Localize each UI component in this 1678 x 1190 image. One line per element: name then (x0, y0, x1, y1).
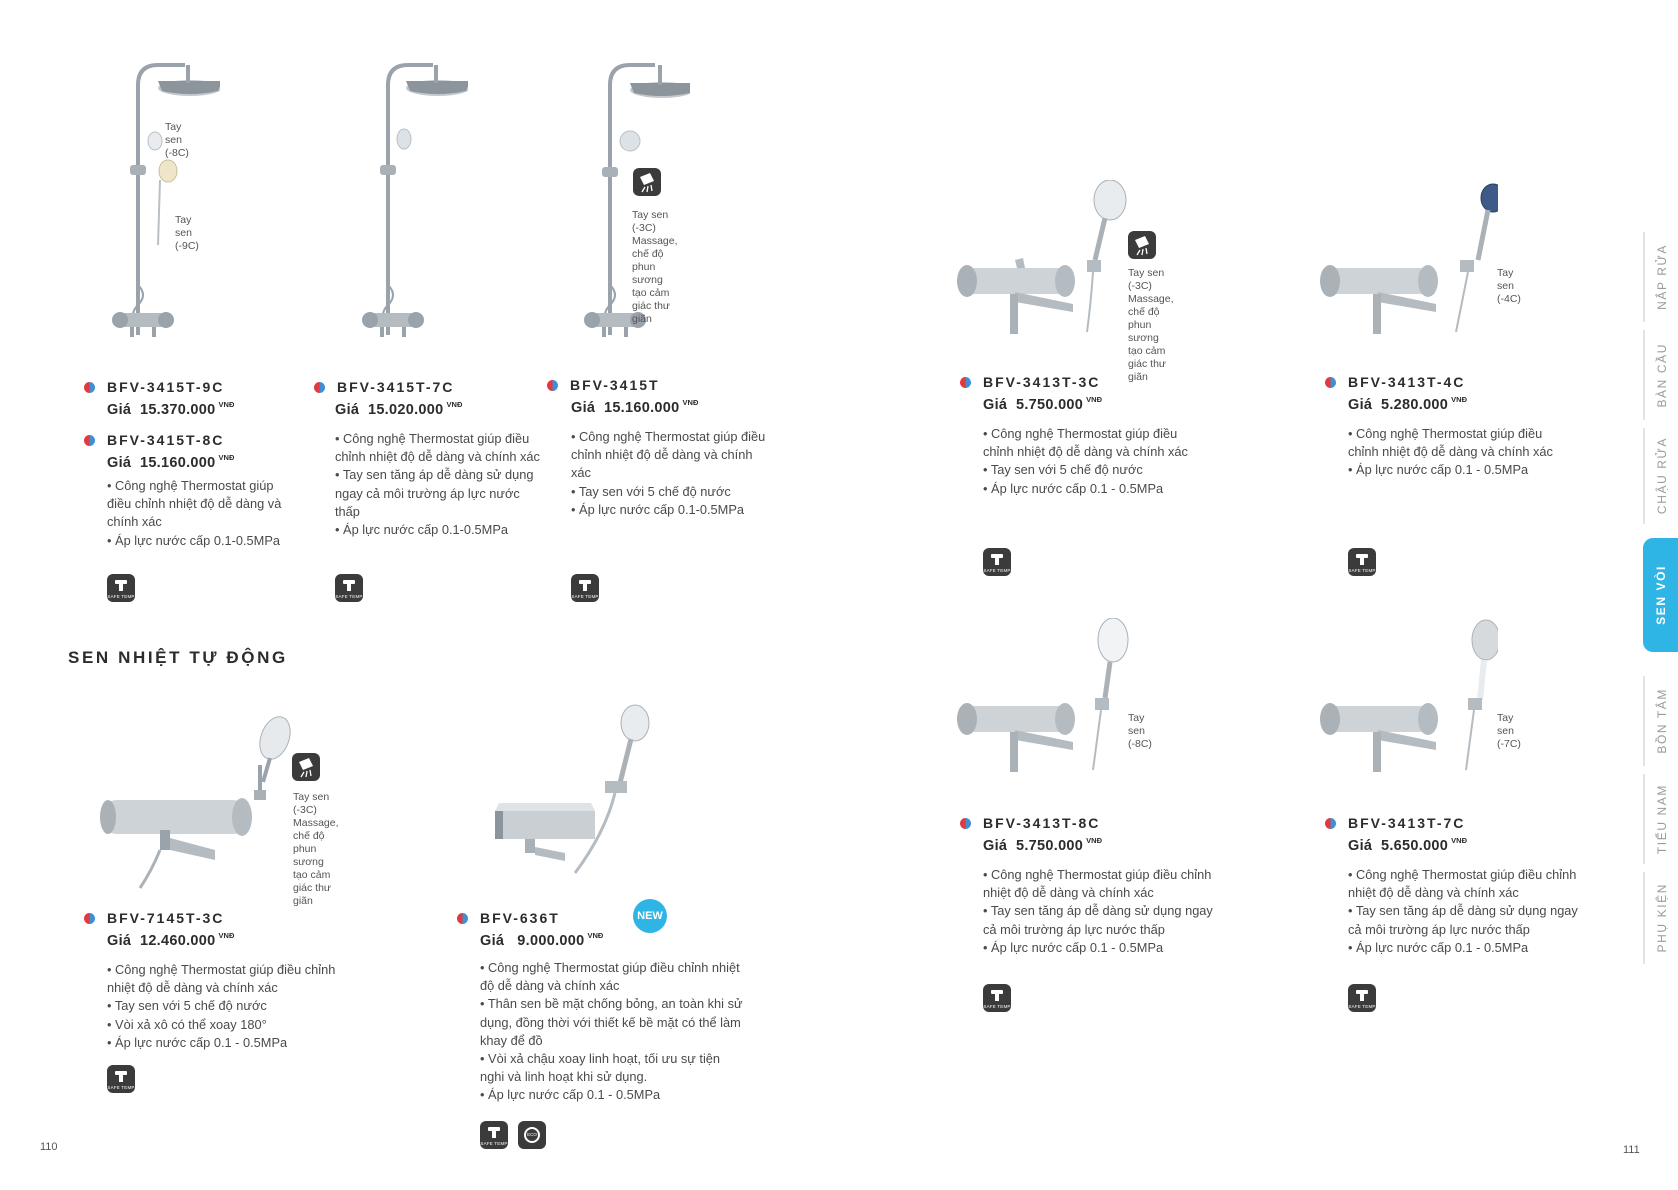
tab-label: BÀN CẦU (1654, 342, 1669, 408)
product-code: BFV-636T (480, 910, 560, 926)
price-label: Giá (480, 933, 505, 949)
price-value: 12.460.000 (139, 933, 216, 949)
hot-cold-icon (1325, 818, 1336, 829)
product-code-row (457, 910, 560, 926)
product-code-row (960, 374, 1100, 390)
tab-label: NẮP RỬA (1654, 244, 1669, 310)
feature-item: • Công nghệ Thermostat giúp điều chỉnh nhiệt độ dễ dàng và chính xác (107, 961, 357, 997)
feature-item: • Áp lực nước cấp 0.1-0.5MPa (107, 532, 297, 550)
tab-label: BỒN TẮM (1654, 688, 1669, 754)
price-value: 15.370.000 (139, 402, 216, 418)
tab-sen-voi[interactable] (1643, 538, 1678, 652)
currency: VNĐ (682, 398, 699, 407)
safe-temp-icon: SAFE TEMP (107, 1065, 135, 1093)
safe-temp-icon: SAFE TEMP (983, 984, 1011, 1012)
page-number-right: 111 (1623, 1144, 1640, 1156)
hot-cold-icon (1325, 377, 1336, 388)
feature-item: • Công nghệ Thermostat giúp điều chỉnh nhiệt độ dễ dàng và chính xác (571, 428, 766, 483)
feature-item: • Áp lực nước cấp 0.1 - 0.5MPa (1348, 939, 1588, 957)
hot-cold-icon (84, 913, 95, 924)
feature-item: • Công nghệ Thermostat giúp điều chỉnh nhiệt độ dễ dàng và chính xác (480, 959, 745, 995)
feature-item: • Tay sen với 5 chế độ nước (983, 461, 1198, 479)
feature-list (1348, 425, 1563, 480)
product-code-row (547, 377, 660, 393)
massage-spray-icon (292, 753, 320, 781)
tab-label: CHẬU RỬA (1654, 437, 1669, 515)
feature-list (480, 959, 745, 1105)
massage-spray-icon (1128, 231, 1156, 259)
feature-list (571, 428, 766, 519)
feature-list (107, 477, 297, 550)
price-value: 5.750.000 (1015, 838, 1084, 854)
image-note: Tay sen (-8C) (165, 121, 189, 159)
price-value: 5.280.000 (1380, 397, 1449, 413)
image-note: Tay sen (-3C) Massage, chế độ phun sương tạo cảm giác thư giãn (1128, 267, 1174, 383)
feature-item: • Tay sen tăng áp dễ dàng sử dụng ngay cả môi trường áp lực nước thấp (983, 902, 1223, 938)
feature-item: • Áp lực nước cấp 0.1 - 0.5MPa (480, 1086, 745, 1104)
price-label: Giá (335, 402, 360, 418)
image-note: Tay sen (-3C) Massage, chế độ phun sương tạo cảm giác thư giãn (293, 791, 339, 907)
massage-spray-icon (633, 168, 661, 196)
price-label: Giá (107, 933, 132, 949)
product-price (1348, 836, 1467, 854)
price-value: 9.000.000 (517, 933, 585, 949)
product-code-row (84, 910, 224, 926)
feature-item: • Áp lực nước cấp 0.1 - 0.5MPa (983, 480, 1198, 498)
feature-item: • Áp lực nước cấp 0.1 - 0.5MPa (1348, 461, 1563, 479)
image-note: Tay sen (-3C) Massage, chế độ phun sương tạo cảm giác thư giãn (632, 209, 678, 325)
product-price (983, 836, 1102, 854)
feature-list (983, 866, 1223, 957)
feature-item: • Áp lực nước cấp 0.1-0.5MPa (335, 521, 540, 539)
eco-icon: ECO (518, 1121, 546, 1149)
feature-item: • Thân sen bề mặt chống bỏng, an toàn khi sử dụng, đồng thời với thiết kế bề mặt có thể làm khay để đồ (480, 995, 745, 1050)
product-price (107, 400, 234, 418)
feature-item: • Công nghệ Thermostat giúp điều chỉnh nhiệt độ dễ dàng và chính xác (983, 866, 1223, 902)
hot-cold-icon (960, 377, 971, 388)
product-price (1348, 395, 1467, 413)
hot-cold-icon (84, 435, 95, 446)
hot-cold-icon (547, 380, 558, 391)
product-price (480, 931, 603, 949)
currency: VNĐ (218, 931, 235, 940)
product-code: BFV-7145T-3C (107, 910, 225, 926)
safe-temp-icon: SAFE TEMP (983, 548, 1011, 576)
feature-item: • Công nghệ Thermostat giúp điều chỉnh nhiệt độ dễ dàng và chính xác (983, 425, 1198, 461)
safe-temp-icon: SAFE TEMP (107, 574, 135, 602)
product-code: BFV-3413T-4C (1348, 374, 1466, 390)
image-note: Tay sen (-9C) (175, 214, 199, 252)
feature-item: • Tay sen với 5 chế độ nước (571, 483, 766, 501)
hot-cold-icon (84, 382, 95, 393)
feature-item: • Vòi xả xô có thể xoay 180° (107, 1016, 357, 1034)
product-code-row (84, 432, 224, 448)
page-number-left: 110 (40, 1141, 58, 1153)
price-value: 15.020.000 (367, 402, 444, 418)
tab-nap-rua[interactable] (1643, 232, 1678, 322)
feature-item: • Công nghệ Thermostat giúp điều chỉnh nhiệt độ dễ dàng và chính xác (1348, 866, 1588, 902)
product-code-row (1325, 374, 1465, 390)
product-code: BFV-3415T (570, 377, 660, 393)
feature-list (107, 961, 357, 1052)
shower-column-image (358, 55, 468, 345)
tab-label: PHỤ KIỆN (1654, 883, 1669, 953)
feature-item: • Áp lực nước cấp 0.1 - 0.5MPa (107, 1034, 357, 1052)
product-price (335, 400, 462, 418)
price-label: Giá (571, 400, 596, 416)
currency: VNĐ (1451, 836, 1468, 845)
image-note: Tay sen (-4C) (1497, 267, 1521, 305)
feature-item: • Tay sen tăng áp dễ dàng sử dụng ngay cả môi trường áp lực nước thấp (1348, 902, 1588, 938)
feature-item: • Áp lực nước cấp 0.1-0.5MPa (571, 501, 766, 519)
feature-list (983, 425, 1198, 498)
new-badge: NEW (633, 899, 667, 933)
feature-list (335, 430, 540, 539)
tab-ban-cau[interactable] (1643, 330, 1678, 420)
image-note: Tay sen (-7C) (1497, 712, 1521, 750)
price-label: Giá (983, 397, 1008, 413)
shower-column-image (110, 55, 220, 345)
feature-item: • Vòi xả chậu xoay linh hoạt, tối ưu sự tiện nghi và linh hoạt khi sử dụng. (480, 1050, 745, 1086)
currency: VNĐ (1086, 395, 1103, 404)
currency: VNĐ (587, 931, 604, 940)
feature-item: • Tay sen tăng áp dễ dàng sử dụng ngay cả môi trường áp lực nước thấp (335, 466, 540, 521)
product-code: BFV-3413T-7C (1348, 815, 1466, 831)
currency: VNĐ (218, 453, 235, 462)
price-label: Giá (1348, 397, 1373, 413)
price-value: 5.650.000 (1380, 838, 1449, 854)
feature-list (1348, 866, 1588, 957)
feature-item: • Tay sen với 5 chế độ nước (107, 997, 357, 1015)
hot-cold-icon (960, 818, 971, 829)
tab-label: TIỂU NAM (1654, 783, 1669, 855)
bath-mixer-image (1318, 180, 1498, 345)
price-label: Giá (983, 838, 1008, 854)
bath-mixer-image (955, 618, 1135, 783)
safe-temp-icon: SAFE TEMP (1348, 984, 1376, 1012)
safe-temp-icon: SAFE TEMP (335, 574, 363, 602)
safe-temp-icon: SAFE TEMP (480, 1121, 508, 1149)
tab-phu-kien[interactable] (1643, 872, 1678, 964)
safe-temp-icon: SAFE TEMP (571, 574, 599, 602)
currency: VNĐ (218, 400, 235, 409)
hot-cold-icon (314, 382, 325, 393)
product-code-row (960, 815, 1100, 831)
bath-mixer-image (100, 710, 300, 890)
image-note: Tay sen (-8C) (1128, 712, 1152, 750)
price-label: Giá (107, 402, 132, 418)
product-code-row (84, 379, 224, 395)
price-value: 15.160.000 (603, 400, 680, 416)
bath-mixer-image (1318, 618, 1498, 783)
product-code: BFV-3415T-7C (337, 379, 455, 395)
product-price (107, 931, 234, 949)
product-code: BFV-3413T-8C (983, 815, 1101, 831)
price-label: Giá (107, 455, 132, 471)
currency: VNĐ (446, 400, 463, 409)
feature-item: • Công nghệ Thermostat giúp điều chỉnh nhiệt độ dễ dàng và chính xác (107, 477, 297, 532)
product-price (107, 453, 234, 471)
product-price (983, 395, 1102, 413)
product-code-row (1325, 815, 1465, 831)
product-price (571, 398, 698, 416)
currency: VNĐ (1451, 395, 1468, 404)
tab-label: SEN VÒI (1653, 565, 1668, 625)
bath-mixer-image (495, 703, 675, 893)
safe-temp-icon: SAFE TEMP (1348, 548, 1376, 576)
section-title: SEN NHIỆT TỰ ĐỘNG (68, 648, 288, 667)
feature-item: • Công nghệ Thermostat giúp điều chỉnh nhiệt độ dễ dàng và chính xác (335, 430, 540, 466)
feature-item: • Công nghệ Thermostat giúp điều chỉnh nhiệt độ dễ dàng và chính xác (1348, 425, 1563, 461)
price-label: Giá (1348, 838, 1373, 854)
price-value: 5.750.000 (1015, 397, 1084, 413)
feature-item: • Áp lực nước cấp 0.1 - 0.5MPa (983, 939, 1223, 957)
bath-mixer-image (955, 180, 1135, 345)
hot-cold-icon (457, 913, 468, 924)
tab-tieu-nam[interactable] (1643, 774, 1678, 864)
product-code-row (314, 379, 454, 395)
price-value: 15.160.000 (139, 455, 216, 471)
product-code: BFV-3415T-8C (107, 432, 225, 448)
tab-bon-tam[interactable] (1643, 676, 1678, 766)
tab-chau-rua[interactable] (1643, 428, 1678, 524)
product-code: BFV-3415T-9C (107, 379, 225, 395)
currency: VNĐ (1086, 836, 1103, 845)
product-code: BFV-3413T-3C (983, 374, 1101, 390)
